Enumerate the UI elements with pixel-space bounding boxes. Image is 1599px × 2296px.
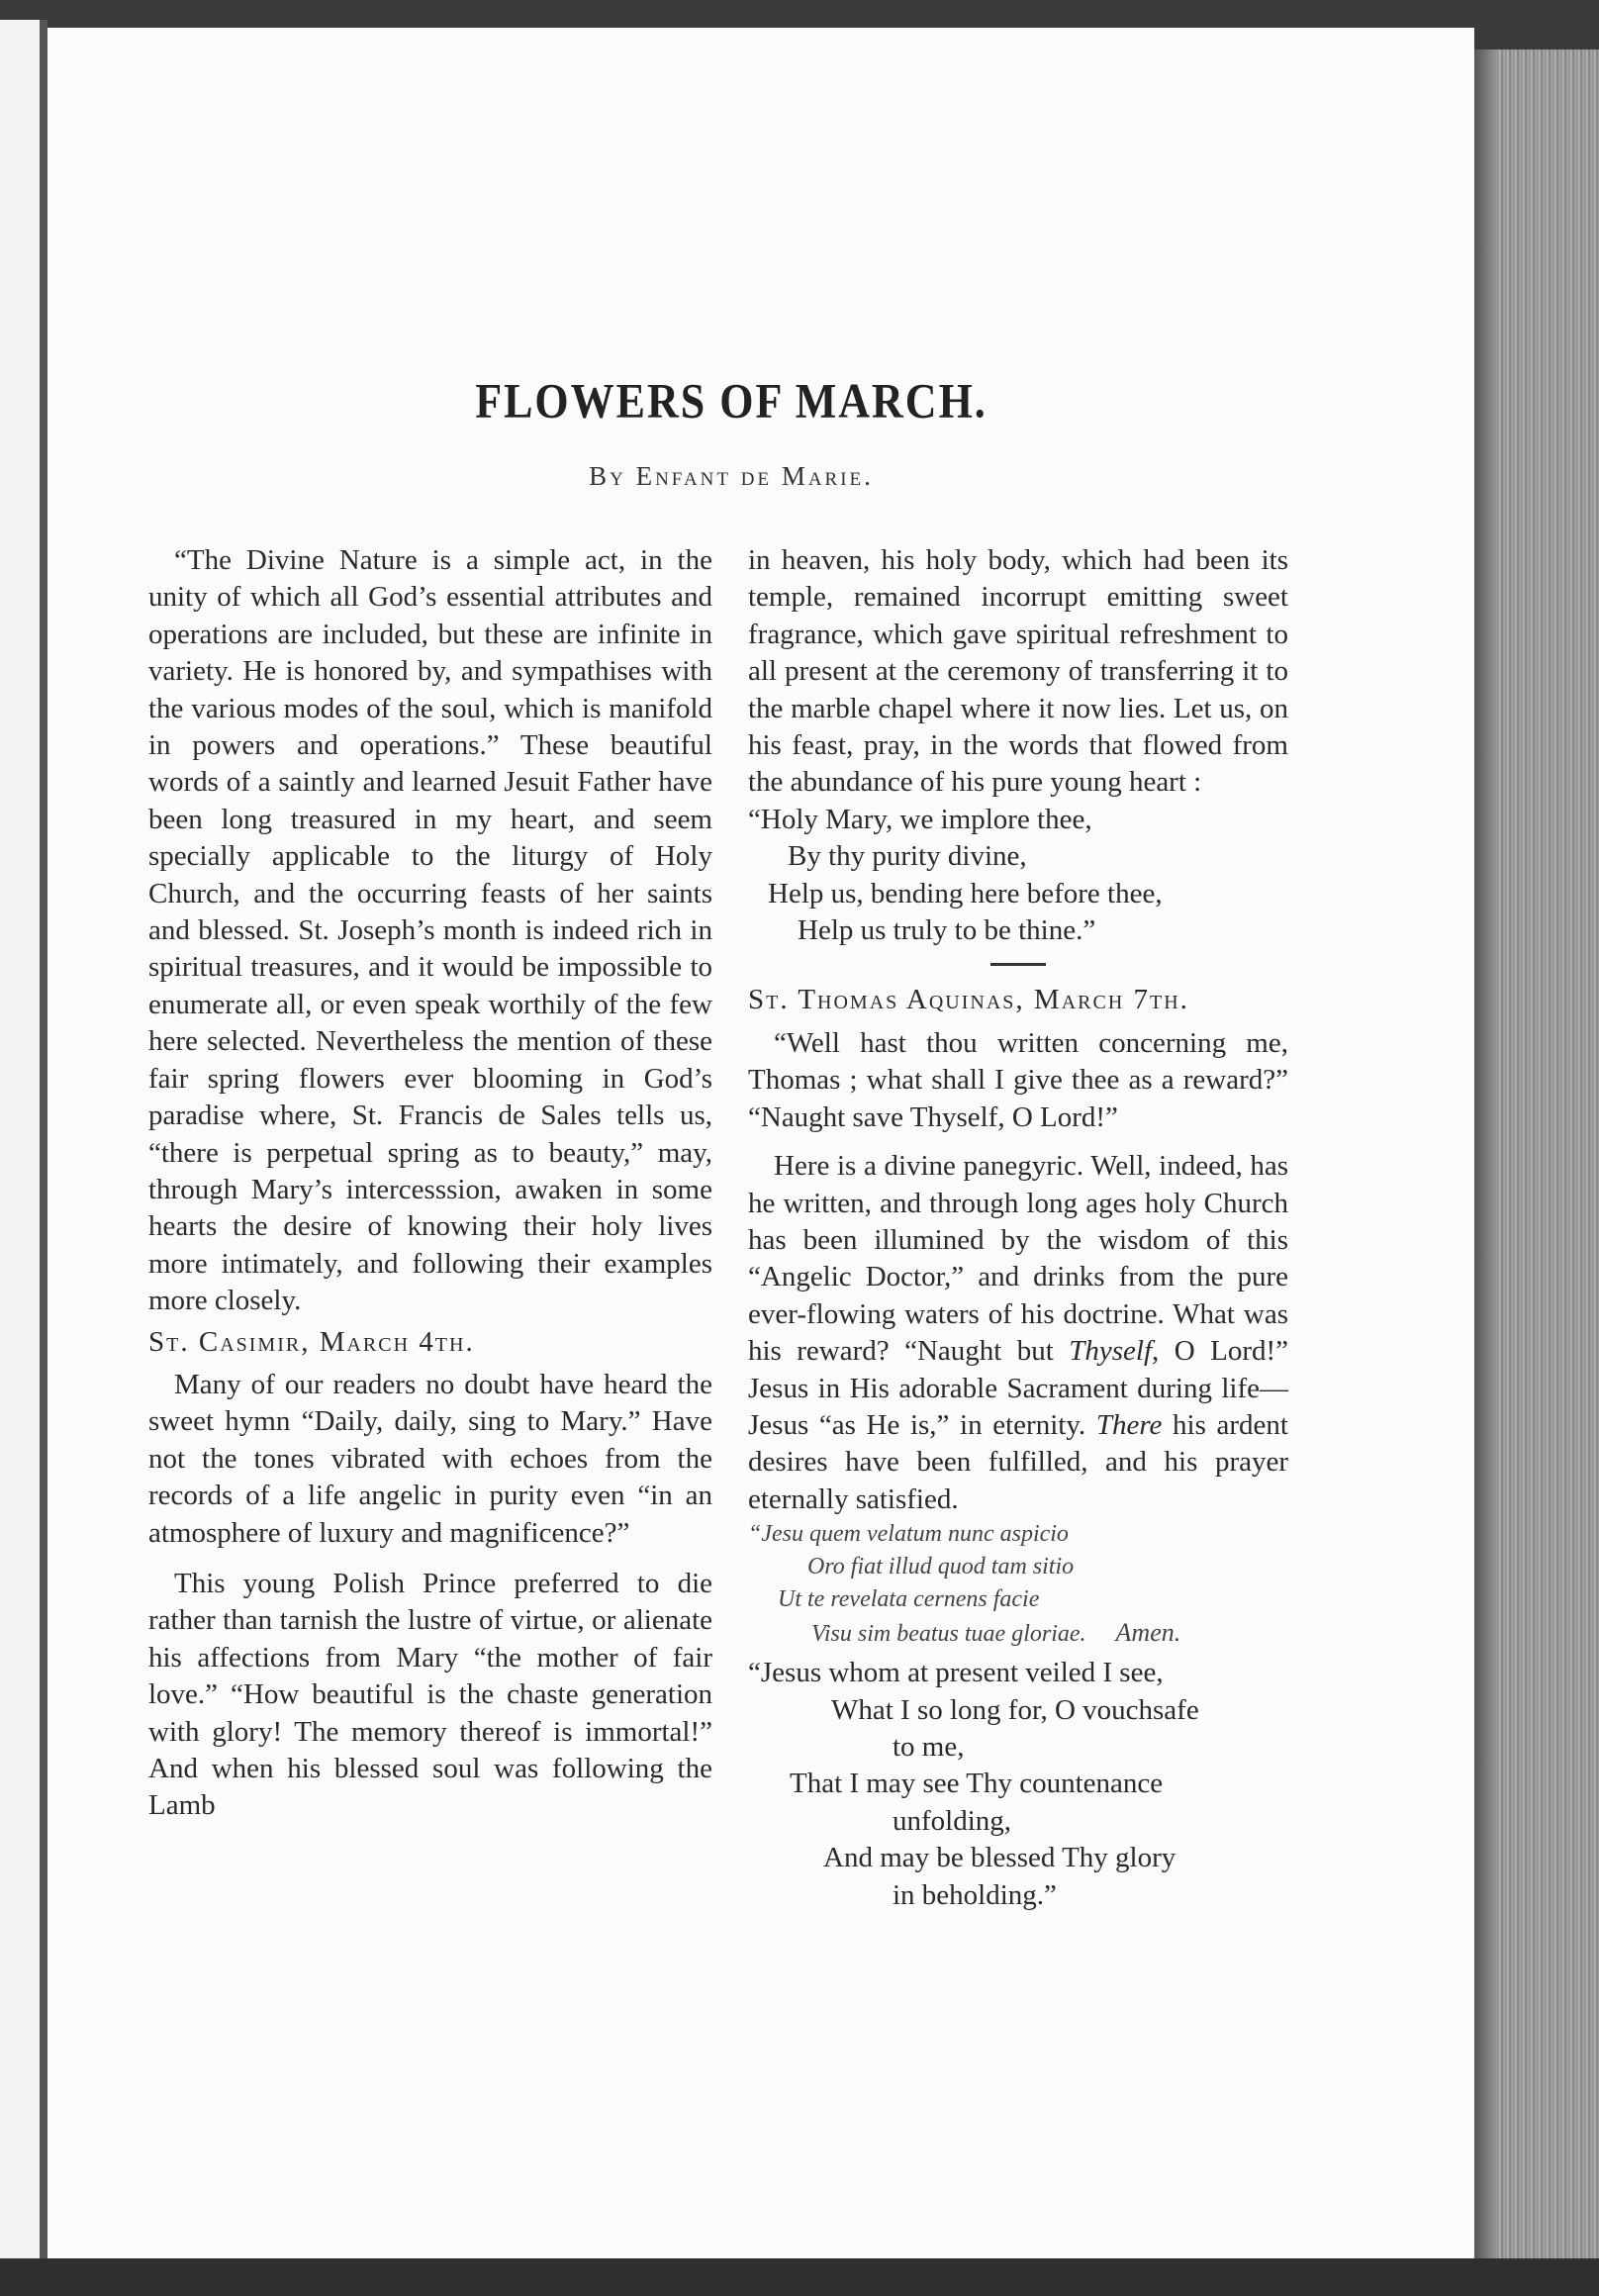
latin-line: Visu sim beatus tuae gloriae. — [811, 1621, 1086, 1648]
latin-line: “Jesu quem velatum nunc aspicio — [748, 1521, 1069, 1548]
thomas-italic-thyself: Thyself — [1069, 1335, 1153, 1368]
thomas-quote: “Well hast thou written concerning me, Thomas ; what shall I give thee as a reward?” “Naught save Thyself, O Lord!” — [748, 1026, 1288, 1133]
latin-line-last — [748, 1616, 1288, 1651]
poem-line: to me, — [893, 1730, 965, 1763]
poem-line: That I may see Thy countenance — [790, 1768, 1164, 1800]
casimir-paragraph-2: This young Polish Prince preferred to die rather than tarnish the lustre of virtue, or alienate his affections from Mary “the mother of fair love.” “How beautiful is the chaste generation with glory! The memory thereof is immortal!” And when his blessed soul was following the Lamb — [148, 1567, 712, 1822]
intro-paragraph: “The Divine Nature is a simple act, in the unity of which all God’s essential attributes and operations are included, but these are infinite in variety. He is honored by, and sympathises with the various modes of the soul, which is manifold in powers and operations.” These beautiful words of a saintly and learned Jesuit Father have been long treasured in my heart, and seem specially applicable to the liturgy of Holy Church, and the occurring feasts of her saints and blessed. St. Joseph’s month is indeed rich in spiritual treasures, and it would be impossible to enumerate all, or even speak worthily of the few here selected. Nevertheless the mention of these fair spring flowers ever blooming in God’s paradise where, St. Francis de Sales tells us, “there is perpetual spring as to beauty,” may, through Mary’s intercesssion, awaken in some hearts the desire of knowing their holy lives more intimately, and following their examples more closely. — [148, 544, 712, 1317]
poem-line: What I so long for, O vouchsafe — [831, 1693, 1199, 1726]
poem-line: in beholding.” — [893, 1878, 1057, 1911]
hymn-line: “Holy Mary, we implore thee, — [748, 803, 1092, 835]
right-column — [748, 542, 1288, 1914]
hymn-line: By thy purity divine, — [788, 840, 1027, 873]
hymn-line: Help us truly to be thine.” — [798, 914, 1096, 947]
heading-st-thomas: St. Thomas Aquinas, March 7th. — [748, 984, 1189, 1016]
thomas-text: his ardent desires have been fulfilled, and his prayer eternally satisfied. — [748, 1408, 1288, 1515]
poem-line: And may be blessed Thy glory — [823, 1842, 1176, 1874]
hymn-verse — [748, 802, 1288, 950]
latin-amen: Amen. — [1115, 1618, 1181, 1648]
article-byline: By Enfant de Marie. — [589, 461, 874, 491]
casimir-continuation: in heaven, his holy body, which had been its temple, remained incorrupt emitting sweet fragrance, which gave spiritual refreshment to all present at the ceremony of transferring it to the marble chapel where it now lies. Let us, on his feast, pray, in the words that flowed from the abundance of his pure young heart : — [748, 544, 1288, 799]
thomas-text: Here is a divine panegyric. Well, indeed, has he written, and through long ages holy Church has been illumined by the wisdom of this “Angelic Doctor,” and drinks from the pure ever-flowing waters of his doctrine. What was his reward? “Naught but — [748, 1150, 1288, 1368]
hymn-line: Help us, bending here before thee, — [768, 877, 1163, 909]
left-column — [148, 542, 712, 1825]
casimir-paragraph-1: Many of our readers no doubt have heard the sweet hymn “Daily, daily, sing to Mary.” Have not the tones vibrated with echoes from the records of a life angelic in purity even “in an atmosphere of luxury and magnificence?” — [148, 1368, 712, 1549]
section-divider — [990, 963, 1046, 966]
thomas-italic-there: There — [1095, 1408, 1163, 1441]
latin-verse — [748, 1518, 1288, 1651]
heading-st-casimir: St. Casimir, March 4th. — [148, 1325, 475, 1358]
latin-line: Oro fiat illud quod tam sitio — [807, 1554, 1075, 1580]
thomas-text: , O Lord!” Jesus in His adorable Sacrament during life—Jesus “as He is,” in eternity. — [748, 1335, 1289, 1441]
poem-line: unfolding, — [893, 1804, 1012, 1837]
gutter-shadow — [1474, 49, 1498, 2266]
article-title: FLOWERS OF MARCH. — [475, 374, 988, 429]
thomas-paragraph — [748, 1148, 1288, 1518]
bottom-border — [0, 2258, 1599, 2296]
poem-line: “Jesus whom at present veiled I see, — [748, 1657, 1164, 1689]
facing-page-edge — [0, 20, 47, 2276]
english-verse — [748, 1655, 1288, 1914]
latin-line: Ut te revelata cernens facie — [778, 1586, 1040, 1613]
